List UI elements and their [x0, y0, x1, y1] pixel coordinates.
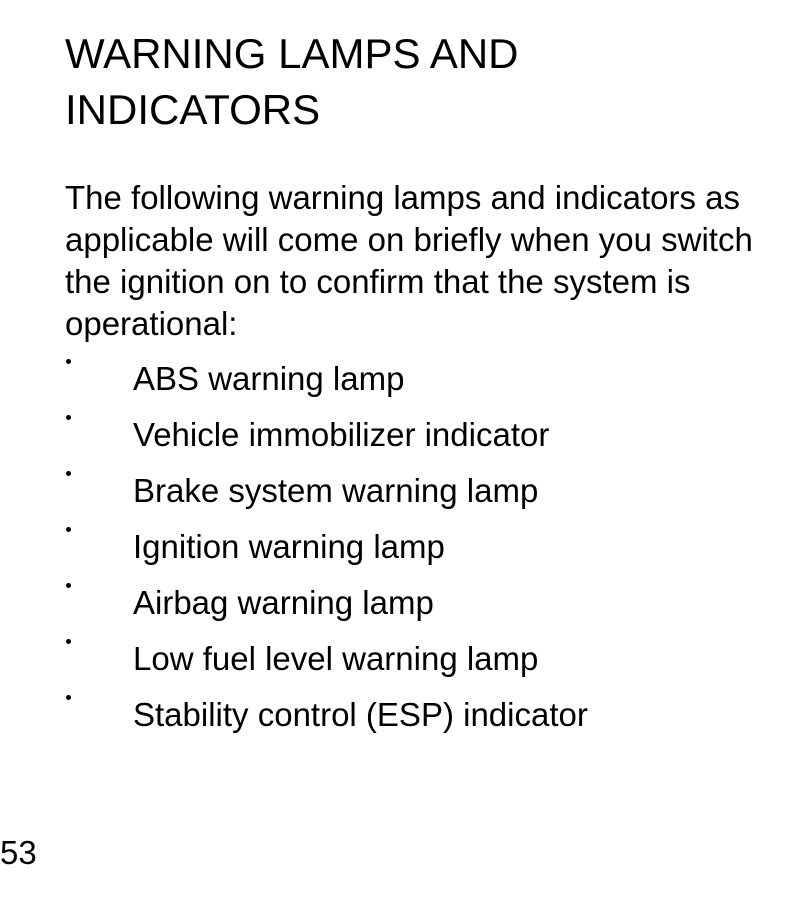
list-item-label: Airbag warning lamp — [133, 584, 434, 621]
list-item-immobilizer — [0, 411, 800, 467]
list-item-low-fuel — [0, 635, 800, 691]
bullet-icon — [66, 415, 71, 420]
section-title — [65, 26, 765, 138]
list-item-label: Stability control (ESP) indicator — [133, 696, 588, 733]
list-item-label: Ignition warning lamp — [133, 528, 445, 565]
list-item-stability-control — [0, 691, 800, 747]
list-item-label: Vehicle immobilizer indicator — [133, 416, 550, 453]
bullet-icon — [66, 695, 71, 700]
indicator-list — [0, 355, 800, 747]
bullet-icon — [66, 471, 71, 476]
bullet-icon — [66, 359, 71, 364]
list-item-airbag — [0, 579, 800, 635]
list-item-abs — [0, 355, 800, 411]
section-title-line-1: WARNING LAMPS AND — [65, 30, 519, 77]
page-number: 53 — [0, 834, 37, 871]
bullet-icon — [66, 583, 71, 588]
intro-paragraph: The following warning lamps and indicators as applicable will come on briefly when you switch the ignition on to confirm that the system is operational: — [65, 179, 753, 342]
bullet-icon — [66, 527, 71, 532]
list-item-brake-system — [0, 467, 800, 523]
section-title-line-2: INDICATORS — [65, 86, 321, 133]
list-item-label: Brake system warning lamp — [133, 472, 539, 509]
list-item-label: ABS warning lamp — [133, 360, 405, 397]
bullet-icon — [66, 639, 71, 644]
list-item-label: Low fuel level warning lamp — [133, 640, 539, 677]
list-item-ignition — [0, 523, 800, 579]
